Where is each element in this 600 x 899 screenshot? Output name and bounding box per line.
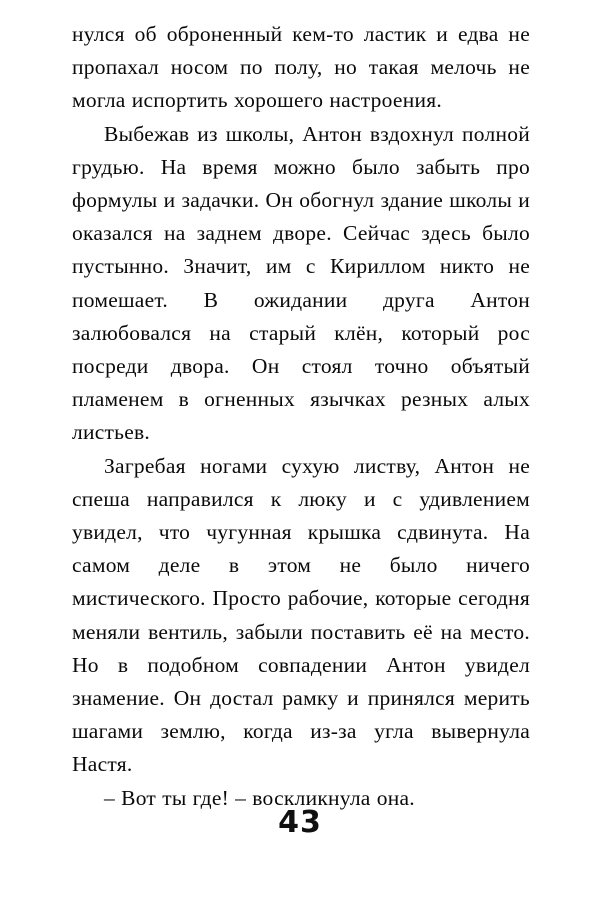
page-number: 43 [278, 805, 322, 840]
paragraph: Выбежав из школы, Антон вздохнул полной грудью. На время можно было забыть про формулы и задачки. Он обогнул здание школы и оказался на заднем дворе. Сейчас здесь было пустынно. Значит, им с Кириллом никто не помешает. В ожидании друга Антон залюбовался на старый клён, который рос посреди двора. Он стоял точно объятый пламенем в огненных язычках резных алых листьев. [72, 121, 530, 445]
paragraph: – Вот ты где! – воскликнула она. [104, 785, 415, 810]
paragraph: нулся об оброненный кем-то ластик и едва не пропахал носом по полу, но такая мелочь не могла испортить хорошего настроения. [72, 22, 530, 113]
page-text-block [72, 18, 530, 815]
paragraph: Загребая ногами сухую листву, Антон не спеша направился к люку и с удивлением увидел, что чугунная крышка сдвинута. На самом деле в этом не было ничего мистического. Просто рабочие, которые сегодня меняли вентиль, забыли поставить её на место. Но в подобном совпадении Антон увидел знамение. Он достал рамку и принялся мерить шагами землю, когда из-за угла вывернула Настя. [72, 453, 530, 777]
